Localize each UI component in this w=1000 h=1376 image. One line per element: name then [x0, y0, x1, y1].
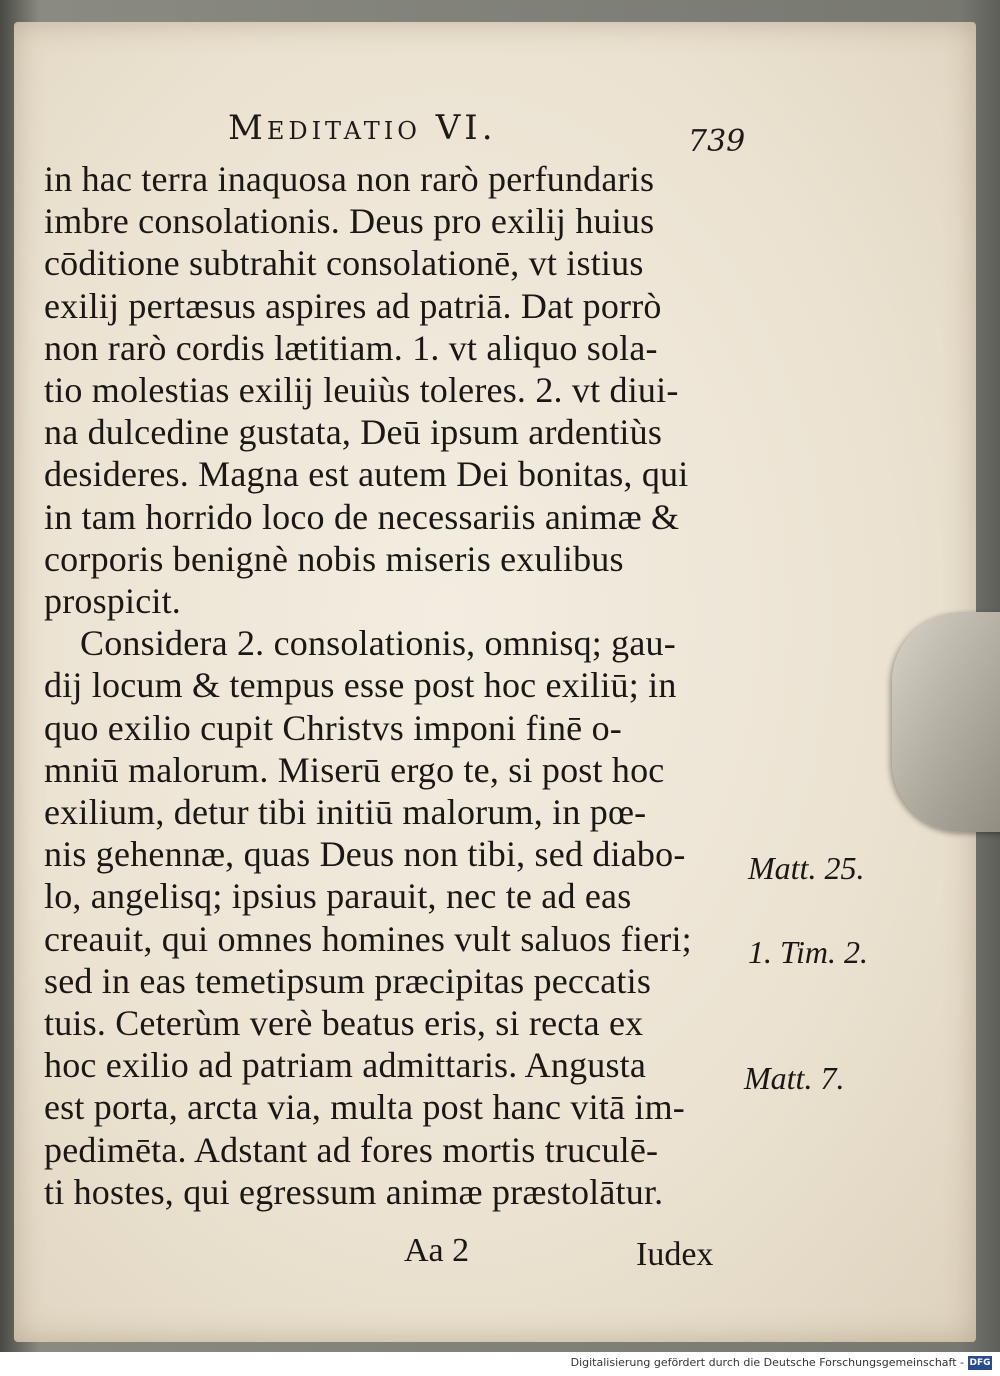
text-line: corporis benignè nobis miseris exulibus [44, 538, 624, 579]
text-line: in tam horrido loco de necessariis animæ & [44, 496, 680, 537]
page-number: 739 [688, 124, 746, 159]
text-line: sed in eas temetipsum præcipitas peccatis [44, 960, 652, 1001]
clasp-icon [892, 612, 1000, 832]
body-text [44, 158, 744, 1213]
text-line: desideres. Magna est autem Dei bonitas, qui [44, 454, 689, 495]
text-line: tio molestias exilij leuiùs toleres. 2. vt diui- [44, 370, 679, 411]
text-line: exilium, detur tibi initiū malorum, in pœ- [44, 792, 647, 833]
running-head: Meditatio VI. [228, 108, 497, 148]
text-line: exilij pertæsus aspires ad patriā. Dat porrò [44, 285, 662, 326]
funding-credit: Digitalisierung gefördert durch die Deutsche Forschungsgemeinschaft - [570, 1356, 964, 1369]
text-line: creauit, qui omnes homines vult saluos fieri; [44, 918, 692, 959]
text-line: pedimēta. Adstant ad fores mortis truculē- [44, 1129, 659, 1170]
signature-mark: Aa 2 [404, 1232, 470, 1269]
text-line: ti hostes, qui egressum animæ præstolātur. [44, 1171, 664, 1212]
text-line: imbre consolationis. Deus pro exilij huius [44, 201, 655, 242]
text-line: hoc exilio ad patriam admittaris. Angusta [44, 1045, 647, 1086]
text-line: in hac terra inaquosa non rarò perfundaris [44, 159, 655, 199]
credit-bar [0, 1352, 1000, 1376]
text-line: non rarò cordis lætitiam. 1. vt aliquo sola- [44, 327, 658, 368]
text-line: quo exilio cupit Christvs imponi finē o- [44, 707, 622, 748]
text-line: cōditione subtrahit consolationē, vt istius [44, 243, 644, 284]
marginal-note-matt-25: Matt. 25. [748, 850, 865, 886]
text-line: tuis. Ceterùm verè beatus eris, si recta ex [44, 1003, 644, 1044]
text-line: na dulcedine gustata, Deū ipsum ardentiùs [44, 412, 663, 453]
marginal-note-tim-2: 1. Tim. 2. [748, 934, 869, 970]
catchword: Iudex [636, 1236, 714, 1273]
text-line: nis gehennæ, quas Deus non tibi, sed diabo- [44, 834, 686, 875]
text-line: dij locum & tempus esse post hoc exiliū; in [44, 665, 677, 706]
text-line: est porta, arcta via, multa post hanc vitā im- [44, 1087, 685, 1128]
text-line: prospicit. [44, 581, 181, 622]
dfg-logo-icon: DFG [969, 1358, 991, 1368]
text-line: Considera 2. consolationis, omnisq; gau- [80, 623, 676, 664]
text-line: mniū malorum. Miserū ergo te, si post hoc [44, 749, 665, 790]
text-line: lo, angelisq; ipsius parauit, nec te ad eas [44, 876, 632, 917]
marginal-note-matt-7: Matt. 7. [744, 1060, 845, 1096]
